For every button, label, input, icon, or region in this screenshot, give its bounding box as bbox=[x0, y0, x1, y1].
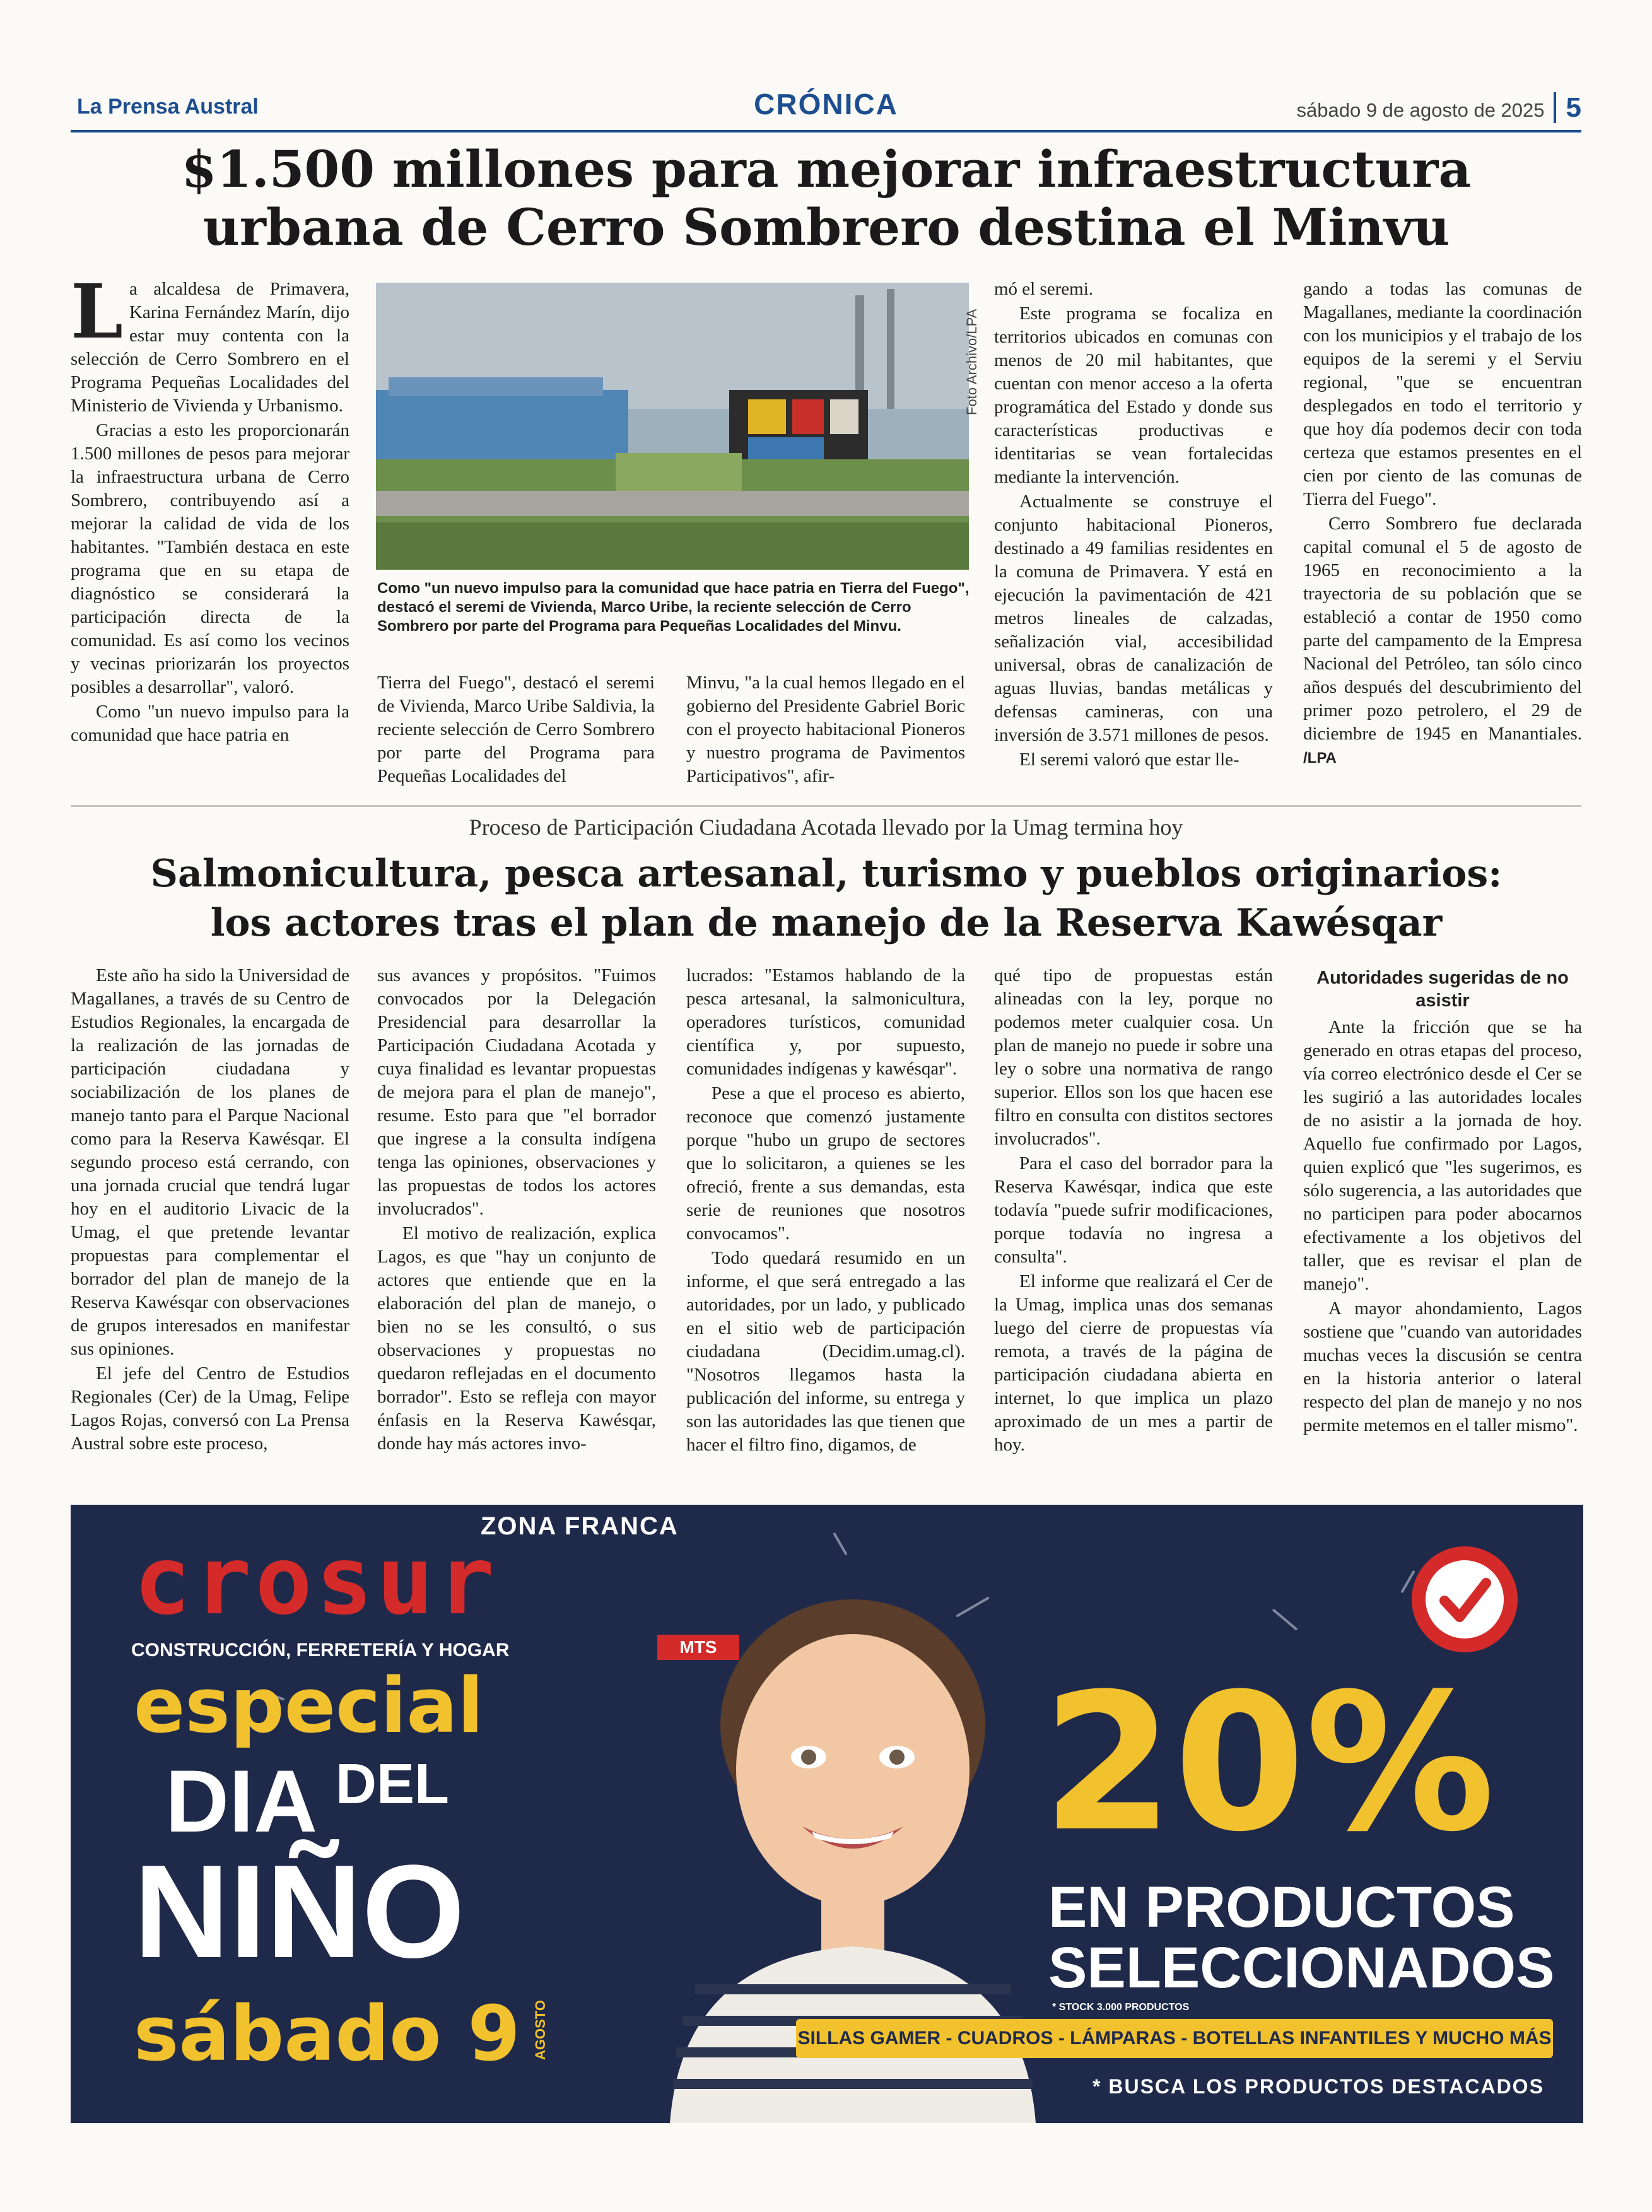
paragraph: Cerro Sombrero fue declarada capital comunal el 5 de agosto de 1965 en reconocimiento a la trayectoria de su población que se estableció a contar de 1950 como parte del campamento de la Empresa Nacional del Petróleo, tan sólo cinco años después del descubrimiento del primer pozo petrolero, el 29 de diciembre de 1945 en Manantiales. /LPA bbox=[1303, 514, 1582, 767]
quality-seal-icon bbox=[1408, 1543, 1521, 1656]
section-divider bbox=[71, 805, 1581, 807]
article1-column-1 bbox=[71, 278, 349, 801]
paragraph: El motivo de realización, explica Lagos, es que "hay un conjunto de actores que entiende que en la elaboración del plan de manejo, o bien no se les consultó, o sus observaciones y propuestas no quedaron reflejadas en el documento borrador". Esto se refleja con mayor énfasis en la Reserva Kawésqar, donde hay más actores invo- bbox=[377, 1223, 656, 1454]
offer-line-2: SELECCIONADOS bbox=[1048, 1936, 1555, 2000]
article2-headline bbox=[126, 849, 1526, 948]
article2-kicker: Proceso de Participación Ciudadana Acotada llevado por la Umag termina hoy bbox=[469, 815, 1183, 840]
dia-text: DIA bbox=[165, 1751, 318, 1850]
paragraph: Gracias a esto les proporcionarán 1.500 millones de pesos para mejorar la infraestructura urbana de Cerro Sombrero, contribuyendo así a mejorar la calidad de vida de los habitantes. "También destaca en este programa que en su etapa de diagnóstico se considerará la participación directa de la comunidad. Es así como los vecinos y vecinas priorizarán los proyectos posibles a desarrollar", valoró. bbox=[71, 420, 349, 697]
article1-column-5 bbox=[1303, 278, 1582, 801]
headline-line: urbana de Cerro Sombrero destina el Minvu bbox=[202, 197, 1450, 257]
agosto-text: AGOSTO bbox=[532, 2000, 548, 2060]
paragraph: Como "un nuevo impulso para la comunidad que hace patria en bbox=[71, 702, 349, 745]
article1-column-4 bbox=[994, 278, 1273, 801]
masthead: La Prensa Austral bbox=[77, 95, 259, 119]
header-rule bbox=[71, 130, 1581, 132]
paragraph: A mayor ahondamiento, Lagos sostiene que "cuando van autoridades muchas veces la discusión se centra en la historia anterior o lateral respecto del plan de manejo y no nos permite metemos en el taller mismo". bbox=[1303, 1298, 1582, 1435]
photo-credit-text: Foto Archivo/LPA bbox=[964, 309, 980, 415]
discount-percent: 20% bbox=[1042, 1653, 1496, 1873]
paragraph: mó el seremi. bbox=[994, 279, 1094, 299]
busca-text: * BUSCA LOS PRODUCTOS DESTACADOS bbox=[1093, 2075, 1544, 2098]
paragraph: Este programa se focaliza en territorios ubicados en comunas con menos de 20 mil habitantes, que cuentan con menor acceso a la oferta programática del Estado y donde sus características productivas e identitarias se vean fortalecidas mediante la intervención. bbox=[994, 303, 1273, 487]
paragraph: a alcaldesa de Primavera, Karina Fernández Marín, dijo estar muy contenta con la selección de Cerro Sombrero en el Programa Pequeñas Localidades del Ministerio de Vivienda y Urbanismo. bbox=[71, 279, 349, 416]
decor-doodle bbox=[1272, 1608, 1298, 1630]
offer-line-1: EN PRODUCTOS bbox=[1048, 1875, 1515, 1939]
brand-tag: MTS bbox=[657, 1635, 739, 1660]
paragraph: qué tipo de propuestas están alineadas con la ley, porque no podemos meter cualquier cosa. Un plan de manejo no puede ir sobre una ley o sobre una normativa de rango superior. Ellos son los que hacen ese filtro en consulta con distitos sectores involucrados". bbox=[994, 965, 1273, 1149]
crosur-logo: crosur bbox=[134, 1526, 498, 1636]
stock-note: * STOCK 3.000 PRODUCTOS bbox=[1052, 2002, 1190, 2013]
issue-date bbox=[1297, 92, 1582, 124]
paragraph: Ante la fricción que se ha generado en otras etapas del proceso, vía correo electrónico desde el Cer se les sugirió a las autoridades locales de no asistir a la jornada de hoy. Aquello fue confirmado por Lagos, quien explicó que "les sugerimos, es sólo sugerencia, a las autoridades que no participen para poder abocarnos efectivamente a los objetivos del taller, que es revisar el plan de manejo". bbox=[1303, 1017, 1582, 1294]
paragraph: gando a todas las comunas de Magallanes, mediante la coordinación con los municipios y el trabajo de los equipos de la seremi y el Serviu regional, "que se encuentran desplegados en todo el territorio y que hoy día podemos decir con toda certeza que estamos presentes en el cien por ciento de las comunas de Tierra del Fuego". bbox=[1303, 279, 1582, 509]
del-text: DEL bbox=[336, 1753, 449, 1816]
products-list: SILLAS GAMER - CUADROS - LÁMPARAS - BOTELLAS INFANTILES Y MUCHO MÁS bbox=[797, 2028, 1552, 2049]
paragraph: Todo quedará resumido en un informe, el que será entregado a las autoridades, por un lado, y publicado en el sitio web de participación ciudadana (Decidim.umag.cl). "Nosotros llegamos hasta la publicación del informe, su entrega y son las autoridades las que tienen que hacer el filtro fino, digamos, de bbox=[686, 1248, 965, 1455]
photo-caption: Como "un nuevo impulso para la comunidad que hace patria en Tierra del Fuego", destacó el seremi de Vivienda, Marco Uribe, la reciente selección de Cerro Sombrero por parte del Programa para Pequeñas Localidades del Minvu. bbox=[377, 580, 970, 635]
page-number: 5 bbox=[1554, 92, 1581, 123]
headline-line: Salmonicultura, pesca artesanal, turismo y pueblos originarios: bbox=[150, 852, 1503, 896]
headline-line: $1.500 millones para mejorar infraestructura bbox=[181, 139, 1472, 199]
paragraph: El informe que realizará el Cer de la Umag, implica unas dos semanas luego del cierre de propuestas vía remota, a través de la página de participación ciudadana abierta en internet, lo que implica un plazo aproximado de un mes a partir de hoy. bbox=[994, 1271, 1273, 1455]
article2-column-2 bbox=[377, 964, 656, 1488]
paragraph: Pese a que el proceso es abierto, reconoce que comenzó justamente porque "hubo un grupo de sectores que lo solicitaron, a quienes se les ofreció, frente a sus demandas, esta serie de reuniones que nosotros convocamos". bbox=[686, 1083, 965, 1244]
paragraph: Para el caso del borrador para la Reserva Kawésqar, indica que este todavía "puede sufrir modificaciones, porque todavía no ingresa a consulta". bbox=[994, 1153, 1273, 1267]
section-title: CRÓNICA bbox=[754, 88, 898, 121]
article2-column-3 bbox=[686, 964, 965, 1488]
paragraph: El jefe del Centro de Estudios Regionales (Cer) de la Umag, Felipe Lagos Rojas, conversó con La Prensa Austral sobre este proceso, bbox=[71, 1363, 349, 1454]
date-text: sábado 9 de agosto de 2025 bbox=[1296, 99, 1545, 121]
decor-doodle bbox=[833, 1533, 847, 1556]
headline-line: los actores tras el plan de manejo de la Reserva Kawésqar bbox=[210, 901, 1443, 945]
article1-column-2 bbox=[377, 671, 655, 804]
paragraph: Tierra del Fuego", destacó el seremi de Vivienda, Marco Uribe Saldivia, la reciente selección de Cerro Sombrero por parte del Programa para Pequeñas Localidades del bbox=[377, 673, 655, 786]
paragraph: Este año ha sido la Universidad de Magallanes, a través de su Centro de Estudios Regionales, la encargada de la realización de las jornadas de participación ciudadana y sociabilización de los planes de manejo tanto para el Parque Nacional como para la Reserva Kawésqar. El segundo proceso está cerrando, con una jornada crucial que tendrá lugar hoy en el auditorio Livacic de la Umag, el que pretende levantar propuestas para complementar el borrador del plan de manejo de la Reserva Kawésqar con observaciones de grupos interesados en manifestar sus opiniones. bbox=[71, 965, 349, 1359]
article2-column-5 bbox=[1303, 964, 1582, 1488]
crosur-advertisement bbox=[71, 1505, 1583, 2123]
paragraph: El seremi valoró que estar lle- bbox=[1019, 750, 1239, 770]
photo-credit bbox=[959, 283, 984, 421]
article2-column-1 bbox=[71, 964, 349, 1488]
article1-headline bbox=[126, 140, 1526, 256]
column-subhead: Autoridades sugeridas de no asistir bbox=[1316, 968, 1569, 1011]
signature: /LPA bbox=[1303, 750, 1337, 767]
especial-text: especial bbox=[134, 1662, 484, 1750]
paragraph: Actualmente se construye el conjunto habitacional Pioneros, destinado a 49 familias residentes en la comuna de Primavera. Y está en ejecución la pavimentación de 421 metros lineales de calzadas, señalización vial, accesibilidad universal, obras de canalización de aguas lluvias, bandas metálicas y defensas camineras, con una inversión de 3.571 millones de pesos. bbox=[994, 491, 1273, 745]
article2-column-4 bbox=[994, 964, 1273, 1488]
paragraph: sus avances y propósitos. "Fuimos convocados por la Delegación Presidencial para desarrollar la Participación Ciudadana Acotada y cuya finalidad es levantar propuestas de mejora para el plan de manejo", resume. Esto para que "el borrador que ingrese a la consulta indígena tenga las opiniones, observaciones y las propuestas de todos los actores involucrados". bbox=[377, 965, 656, 1219]
products-banner bbox=[796, 2019, 1553, 2058]
paragraph: lucrados: "Estamos hablando de la pesca artesanal, la salmonicultura, operadores turísticos, comunidad científica y, por supuesto, comunidades indígenas y kawésqar". bbox=[686, 965, 965, 1079]
cerro-sombrero-photo bbox=[376, 283, 969, 570]
paragraph: Minvu, "a la cual hemos llegado en el gobierno del Presidente Gabriel Boric con el proyecto habitacional Pioneros y nuestro programa de Pavimentos Participativos", afir- bbox=[686, 673, 965, 786]
nino-text: NIÑO bbox=[134, 1837, 465, 1986]
sabado-text: sábado 9 bbox=[134, 1991, 520, 2078]
brand-subtitle: CONSTRUCCIÓN, FERRETERÍA Y HOGAR bbox=[131, 1640, 510, 1661]
article-photo bbox=[376, 283, 969, 570]
zona-franca-label: ZONA FRANCA bbox=[481, 1512, 679, 1540]
article1-column-3 bbox=[686, 671, 965, 804]
drop-cap: L bbox=[71, 278, 123, 355]
